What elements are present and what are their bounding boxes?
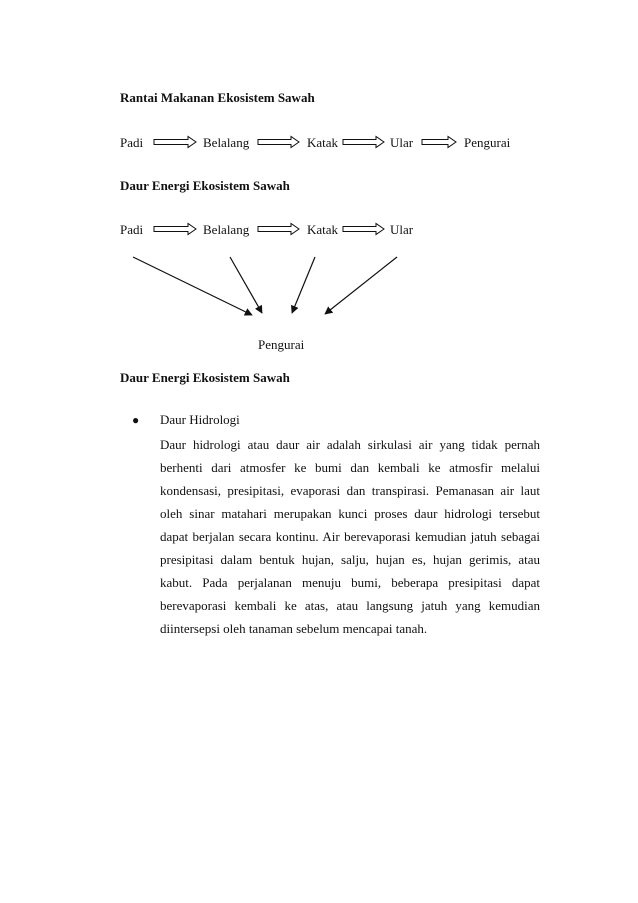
energy-node-katak: Katak bbox=[307, 222, 339, 237]
block-arrow-icon bbox=[258, 224, 299, 235]
block-arrow-icon bbox=[343, 224, 384, 235]
energy-node-pengurai: Pengurai bbox=[258, 337, 305, 352]
decomposer-arrow-katak bbox=[292, 257, 315, 313]
food-chain-node-katak: Katak bbox=[307, 135, 339, 150]
energy-node-padi: Padi bbox=[120, 222, 144, 237]
food-chain-node-belalang: Belalang bbox=[203, 135, 250, 150]
energy-node-belalang: Belalang bbox=[203, 222, 250, 237]
block-arrow-icon bbox=[154, 224, 196, 235]
food-chain-node-ular: Ular bbox=[390, 135, 414, 150]
energy-node-ular: Ular bbox=[390, 222, 414, 237]
energy-cycle-title: Daur Energi Ekosistem Sawah bbox=[120, 178, 290, 193]
list-item-body: Daur hidrologi atau daur air adalah sirkulasi air yang tidak pernah berhenti dari atmosfer ke bumi dan kembali ke atmosfir melalui kondensasi, presipitasi, evaporasi dan transpirasi. Pemanasan air laut oleh sinar matahari merupakan kunci proses daur hidrologi tersebut dapat berjalan secara kontinu. Air berevaporasi kemudian jatuh sebagai presipitasi dalam bentuk hujan, salju, hujan es, hujan gerimis, atau kabut. Pada perjalanan menuju bumi, beberapa presipitasi dapat berevaporasi kembali ke atas, atau langsung jatuh yang kemudian diintersepsi oleh tanaman sebelum mencapai tanah. bbox=[160, 437, 540, 636]
block-arrow-icon bbox=[154, 137, 196, 148]
block-arrow-icon bbox=[258, 137, 299, 148]
section-title: Daur Energi Ekosistem Sawah bbox=[120, 370, 290, 385]
food-chain-node-padi: Padi bbox=[120, 135, 144, 150]
food-chain-node-pengurai: Pengurai bbox=[464, 135, 511, 150]
food-chain-title: Rantai Makanan Ekosistem Sawah bbox=[120, 90, 315, 105]
decomposer-arrow-ular bbox=[325, 257, 397, 314]
bullet-icon: ● bbox=[132, 413, 140, 427]
list-item-title: Daur Hidrologi bbox=[160, 412, 240, 427]
list-item bbox=[122, 410, 540, 640]
block-arrow-icon bbox=[422, 137, 456, 148]
decomposer-arrow-belalang bbox=[230, 257, 262, 313]
decomposer-arrow-padi bbox=[133, 257, 252, 315]
block-arrow-icon bbox=[343, 137, 384, 148]
bullet-list bbox=[122, 410, 540, 640]
